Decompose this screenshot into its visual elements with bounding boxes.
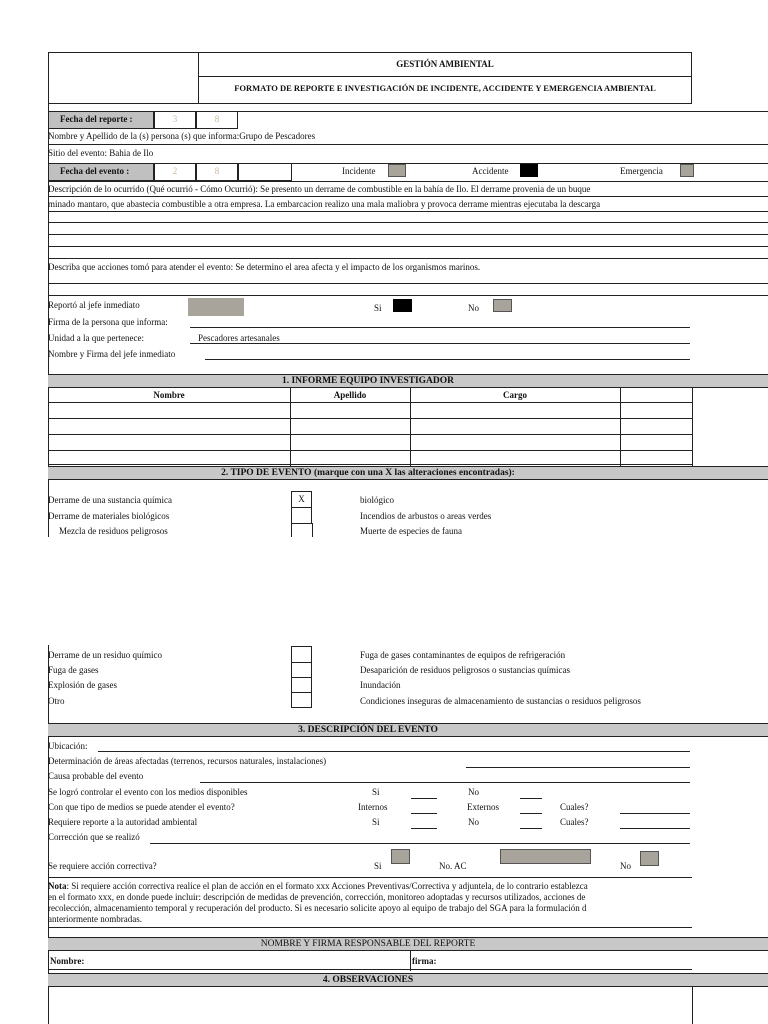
incidente-label: Incidente [342, 166, 376, 176]
autoridad-label: Requiere reporte a la autoridad ambiental [48, 817, 198, 827]
tipo-left-5: Fuga de gases [48, 665, 99, 675]
descripcion-line-2: minado mantaro, que abastecia combustible a otra empresa. La embarcacion realizo una mala maliobra y provoca derrame mientras ejecutaba la descarga [48, 199, 601, 209]
tipo-checkbox-5[interactable] [291, 662, 312, 678]
autoridad-si: Si [372, 817, 380, 827]
tipo-checkbox-4[interactable] [291, 646, 312, 663]
tipo-left-1: Derrame de una sustancia química [48, 495, 172, 505]
tipo-right-3: Muerte de especies de fauna [360, 526, 462, 536]
accion-no-ac: No. AC [439, 861, 467, 871]
tipo-left-7: Otro [48, 696, 65, 706]
nota-line-3: recolección, almacenamiento temporal y recuperación del producto. Si es necesario solicite apoyo al equipo de trabajo del SGA para la formulación d [48, 903, 587, 913]
tipo-right-5: Desaparición de residuos peligrosos o sustancias químicas [360, 665, 570, 675]
fecha-reporte-month[interactable]: 8 [214, 114, 220, 124]
controlar-si-field[interactable] [411, 798, 437, 799]
controlar-no: No [468, 787, 479, 797]
section-4-band [48, 973, 768, 987]
medios-externos-field[interactable] [520, 813, 542, 814]
tipo-right-7: Condiciones inseguras de almacenamiento de sustancias o residuos peligrosos [360, 696, 641, 706]
medios-cuales-field[interactable] [620, 813, 690, 814]
col-apellido: Apellido [333, 390, 367, 400]
emergencia-label: Emergencia [620, 166, 663, 176]
col-cargo: Cargo [503, 390, 527, 400]
reporto-no-checkbox[interactable] [493, 299, 512, 312]
fecha-reporte-day[interactable]: 3 [172, 114, 178, 124]
reporto-label: Reportó al jefe inmediato [48, 300, 140, 310]
controlar-no-field[interactable] [520, 798, 542, 799]
tipo-left-2: Derrame de materiales biológicos [48, 511, 170, 521]
accion-no: No [620, 861, 631, 871]
acciones-line: Describa que acciones tomó para atender el evento: Se determino el area afecta y el impacto de los organismos marinos. [48, 262, 481, 272]
causa-label: Causa probable del evento [48, 771, 144, 781]
tipo-check-mark: X [298, 494, 305, 504]
accion-correctiva-label: Se requiere acción correctiva? [48, 861, 157, 871]
accion-no-ac-field[interactable] [500, 849, 591, 864]
tipo-checkbox-6[interactable] [291, 677, 312, 693]
tipo-right-1: biológico [360, 495, 394, 505]
tipo-left-6: Explosión de gases [48, 680, 117, 690]
reporto-si-label: Si [374, 303, 382, 313]
medios-label: Con que tipo de medios se puede atender el evento? [48, 802, 235, 812]
sitio-evento: Sitio del evento: Bahia de Ilo [48, 148, 154, 158]
responsable-title: NOMBRE Y FIRMA RESPONSABLE DEL REPORTE [260, 939, 476, 949]
responsable-band [48, 937, 768, 951]
tipo-right-6: Inundación [360, 680, 401, 690]
section-3-title: 3. DESCRIPCIÓN DEL EVENTO [298, 725, 438, 735]
accidente-checkbox[interactable] [520, 164, 538, 177]
unidad-value: Pescadores artesanales [198, 333, 280, 343]
tipo-right-4: Fuga de gases contaminantes de equipos de refrigeración [360, 650, 566, 660]
section-3-band [48, 723, 768, 737]
section-2-title: 2. TIPO DE EVENTO (marque con una X las alteraciones encontradas): [221, 468, 515, 478]
autoridad-cuales: Cuales? [560, 817, 589, 827]
accidente-label: Accidente [472, 166, 509, 176]
nota-line-4: anteriormente nombradas. [48, 914, 142, 924]
nota-line-2: en el formato xxx, en donde puede incluir: descripción de medidas de prevención, corrección, monitoreo adoptadas y recursos utilizados, acciones de [48, 892, 586, 902]
header-title: GESTIÓN AMBIENTAL [396, 59, 494, 69]
tipo-checkbox-7[interactable] [291, 692, 312, 708]
section-1-title: 1. INFORME EQUIPO INVESTIGADOR [281, 376, 455, 386]
tipo-left-3: Mezcla de residuos peligrosos [59, 526, 168, 536]
medios-externos: Externos [467, 802, 499, 812]
nota-bold: Nota [48, 881, 67, 891]
fecha-reporte-label: Fecha del reporte : [60, 114, 133, 124]
jefe-label: Nombre y Firma del jefe inmediato [48, 349, 176, 359]
controlar-si: Si [372, 787, 380, 797]
responsable-firma: firma: [412, 956, 437, 966]
controlar-label: Se logró controlar el evento con los medios disponibles [48, 787, 248, 797]
autoridad-si-field[interactable] [411, 828, 437, 829]
correccion-label: Corrección que se realizó [48, 832, 140, 842]
fecha-evento-month[interactable]: 8 [214, 166, 220, 176]
areas-label: Determinación de áreas afectadas (terrenos, recursos naturales, instalaciones) [48, 756, 327, 766]
medios-internos: Internos [358, 802, 388, 812]
autoridad-cuales-field[interactable] [620, 828, 690, 829]
reporto-field[interactable] [188, 298, 244, 316]
fecha-evento-day[interactable]: 2 [172, 166, 178, 176]
tipo-right-2: Incendios de arbustos o areas verdes [360, 511, 492, 521]
nota-text-1: : Si requiere acción correctiva realice el plan de acción en el formato xxx Acciones Preventivas/Correctiva y adjuntela, de lo contrario establezca [66, 881, 588, 891]
reporto-no-label: No [468, 303, 479, 313]
accion-si-checkbox[interactable] [391, 849, 410, 864]
section-4-title: 4. OBSERVACIONES [322, 975, 414, 985]
header-subtitle: FORMATO DE REPORTE E INVESTIGACIÓN DE INCIDENTE, ACCIDENTE Y EMERGENCIA AMBIENTAL [234, 83, 656, 93]
emergencia-checkbox[interactable] [680, 164, 694, 177]
tipo-left-4: Derrame de un residuo químico [48, 650, 162, 660]
section-1-band [48, 374, 768, 388]
incidente-checkbox[interactable] [388, 164, 406, 177]
medios-internos-field[interactable] [411, 813, 437, 814]
accion-si: Si [374, 861, 382, 871]
tipo-checkbox-2[interactable] [291, 507, 312, 524]
medios-cuales: Cuales? [560, 802, 589, 812]
reporto-si-checkbox[interactable] [393, 299, 412, 312]
nota-line-1 [48, 881, 692, 892]
fecha-evento-label: Fecha del evento : [60, 166, 130, 176]
ubicacion-label: Ubicación: [48, 741, 88, 751]
accion-no-checkbox[interactable] [640, 851, 659, 866]
firma-informa-label: Firma de la persona que informa: [48, 317, 168, 327]
col-nombre: Nombre [153, 390, 185, 400]
autoridad-no-field[interactable] [520, 828, 542, 829]
nombre-informante: Nombre y Apellido de la (s) persona (s) que informa:Grupo de Pescadores [48, 131, 316, 141]
responsable-nombre: Nombre: [50, 956, 85, 966]
unidad-label: Unidad a la que pertenece: [48, 333, 144, 343]
autoridad-no: No [468, 817, 479, 827]
descripcion-line-1: Descripción de lo ocurrido (Qué ocurrió - Cómo Ocurrió): Se presento un derrame de combustible en la bahía de Ilo. El derrame provenia de un buque [48, 184, 591, 194]
section-2-band [48, 466, 768, 480]
